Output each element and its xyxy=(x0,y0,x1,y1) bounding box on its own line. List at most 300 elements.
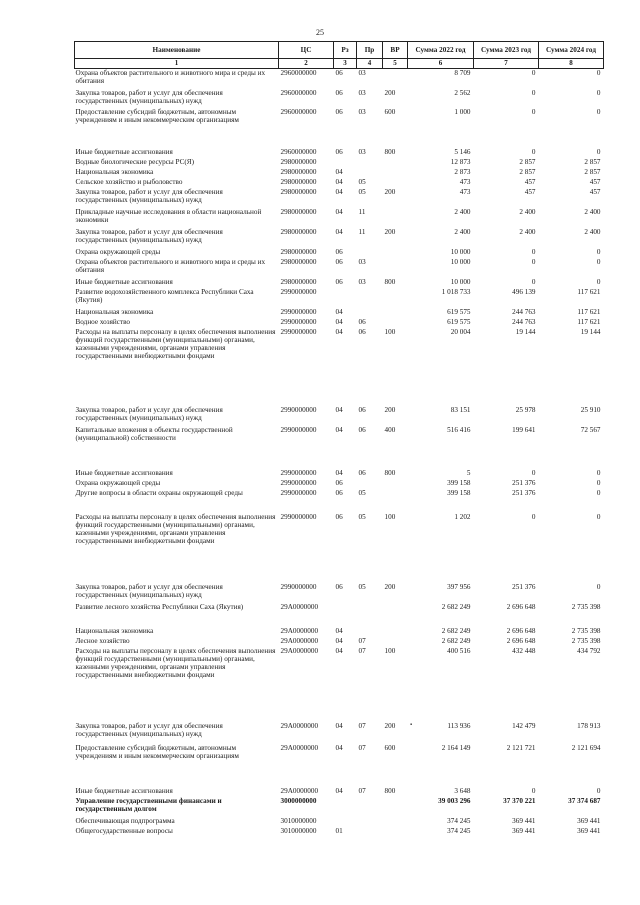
row-sum-2023: 251 376 xyxy=(512,478,536,487)
row-cs-code: 2990000000 xyxy=(280,478,317,487)
row-sum-2024: 2 735 398 xyxy=(571,636,601,645)
row-rz-code xyxy=(334,158,357,168)
row-pr-code: 03 xyxy=(358,257,366,266)
row-sum-2024: 0 xyxy=(596,88,601,97)
table-row xyxy=(75,208,604,228)
row-cs-code: 29A0000000 xyxy=(280,721,319,730)
row-rz-code: 06 xyxy=(335,582,343,591)
row-name: Управление государственными финансами и государственным долгом xyxy=(75,796,222,813)
row-vr-code xyxy=(383,603,408,627)
row-cs-code: 2960000000 xyxy=(280,88,317,97)
row-sum-2022: 1 202 xyxy=(454,512,471,521)
row-vr-code: 100 xyxy=(384,327,396,336)
row-cs-code: 2980000000 xyxy=(280,187,317,196)
row-rz-code: 06 xyxy=(335,277,343,286)
row-sum-2022: 399 158 xyxy=(447,478,471,487)
row-vr-code: 400 xyxy=(384,425,396,434)
row-sum-2023: 251 376 xyxy=(512,488,536,497)
row-rz-code: 04 xyxy=(335,626,343,635)
row-name: Общегосударственные вопросы xyxy=(75,826,173,835)
table-row xyxy=(75,426,604,469)
row-name: Водное хозяйство xyxy=(75,317,131,326)
row-sum-2023: 0 xyxy=(531,257,536,266)
row-pr-code: 05 xyxy=(358,582,366,591)
row-cs-code: 2980000000 xyxy=(280,247,317,256)
row-sum-2022: 8 709 xyxy=(454,69,471,77)
row-cs-code: 29A0000000 xyxy=(280,743,319,752)
row-sum-2024: 0 xyxy=(596,512,601,521)
row-vr-code: 200 xyxy=(384,582,396,591)
table-header-row xyxy=(75,42,604,59)
header-pr: Пр xyxy=(357,42,383,59)
row-name: Охрана окружающей среды xyxy=(75,247,161,256)
row-sum-2023: 244 763 xyxy=(512,307,536,316)
row-sum-2024: 0 xyxy=(596,247,601,256)
row-name: Иные бюджетные ассигнования xyxy=(75,277,173,286)
row-vr-code xyxy=(383,208,408,228)
row-sum-2023: 0 xyxy=(531,147,536,156)
row-name: Расходы на выплаты персоналу в целях обеспечения выполнения функций государственными (муниципальными) органами, казенными учреждениями, органами управления государственными внебюджетными фондами xyxy=(75,646,276,679)
row-pr-code: 03 xyxy=(358,107,366,116)
row-pr-code: 11 xyxy=(358,207,366,216)
table-row xyxy=(75,69,604,89)
row-rz-code: 06 xyxy=(335,488,343,497)
table-row xyxy=(75,817,604,827)
row-pr-code: 07 xyxy=(358,786,366,795)
row-name: Развитие водохозяйственного комплекса Республики Саха (Якутия) xyxy=(75,287,254,304)
row-rz-code: 04 xyxy=(335,646,343,655)
row-sum-2022: 400 516 xyxy=(447,646,471,655)
table-row xyxy=(75,288,604,308)
row-sum-2024: 2 735 398 xyxy=(571,626,601,635)
row-cs-code: 2960000000 xyxy=(280,107,317,116)
row-name: Закупка товаров, работ и услуг для обеспечения государственных (муниципальных) нужд xyxy=(75,405,223,422)
row-sum-2022: 1 018 733 xyxy=(441,287,471,296)
index-cell: 4 xyxy=(357,59,383,69)
row-cs-code: 2990000000 xyxy=(280,405,317,414)
row-rz-code: 04 xyxy=(335,468,343,477)
row-cs-code: 2990000000 xyxy=(280,468,317,477)
row-name: Сельское хозяйство и рыболовство xyxy=(75,177,183,186)
row-rz-code: 04 xyxy=(335,207,343,216)
scan-speck: ▪ xyxy=(410,722,413,728)
row-sum-2024: 25 910 xyxy=(580,405,601,414)
row-name: Другие вопросы в области охраны окружающей среды xyxy=(75,488,243,497)
row-name: Охрана объектов растительного и животного мира и среды их обитания xyxy=(75,69,266,86)
row-vr-code: 200 xyxy=(384,187,396,196)
row-cs-code: 3010000000 xyxy=(280,816,317,825)
row-sum-2024: 2 121 694 xyxy=(571,743,601,752)
row-vr-code: 800 xyxy=(384,277,396,286)
table-row xyxy=(75,406,604,426)
row-sum-2024: 2 735 398 xyxy=(571,602,601,611)
table-row xyxy=(75,188,604,208)
row-vr-code xyxy=(383,288,408,308)
row-vr-code xyxy=(383,158,408,168)
header-rz: Рз xyxy=(334,42,357,59)
row-pr-code xyxy=(357,479,383,489)
row-sum-2023: 0 xyxy=(531,786,536,795)
row-rz-code: 04 xyxy=(335,405,343,414)
row-pr-code xyxy=(357,817,383,827)
header-sum-2024: Сумма 2024 год xyxy=(539,42,604,59)
row-name: Закупка товаров, работ и услуг для обеспечения государственных (муниципальных) нужд xyxy=(75,88,223,105)
row-sum-2022: 2 682 249 xyxy=(441,602,471,611)
row-sum-2022: 619 575 xyxy=(447,307,471,316)
row-sum-2023: 369 441 xyxy=(512,826,536,835)
table-row xyxy=(75,647,604,722)
row-sum-2022: 619 575 xyxy=(447,317,471,326)
row-name: Капитальные вложения в объекты государственной (муниципальной) собственности xyxy=(75,425,233,442)
header-sum-2023: Сумма 2023 год xyxy=(474,42,539,59)
row-sum-2024: 0 xyxy=(596,468,601,477)
row-sum-2023: 369 441 xyxy=(512,816,536,825)
row-cs-code: 2980000000 xyxy=(280,207,317,216)
row-name: Национальная экономика xyxy=(75,307,154,316)
table-row xyxy=(75,513,604,583)
row-vr-code xyxy=(383,797,408,817)
row-rz-code: 06 xyxy=(335,478,343,487)
row-vr-code xyxy=(383,479,408,489)
row-name: Прикладные научные исследования в области национальной экономики xyxy=(75,207,262,224)
row-name: Предоставление субсидий бюджетным, автономным учреждениям и иным некоммерческим организациям xyxy=(75,743,239,760)
row-rz-code xyxy=(334,797,357,817)
table-row xyxy=(75,178,604,188)
row-pr-code xyxy=(357,168,383,178)
row-name: Закупка товаров, работ и услуг для обеспечения государственных (муниципальных) нужд xyxy=(75,721,223,738)
row-sum-2024: 37 374 687 xyxy=(568,796,601,805)
row-sum-2023: 432 448 xyxy=(512,646,536,655)
row-rz-code xyxy=(334,288,357,308)
row-pr-code: 05 xyxy=(358,187,366,196)
row-sum-2024: 457 xyxy=(589,177,601,186)
row-sum-2024: 19 144 xyxy=(580,327,601,336)
table-row xyxy=(75,583,604,603)
row-sum-2022: 2 400 xyxy=(454,227,471,236)
row-sum-2024: 2 400 xyxy=(584,207,601,216)
table-row xyxy=(75,258,604,278)
table-row xyxy=(75,228,604,248)
row-cs-code: 2980000000 xyxy=(280,167,317,176)
row-name: Лесное хозяйство xyxy=(75,636,130,645)
table-row xyxy=(75,278,604,288)
row-vr-code: 100 xyxy=(384,512,396,521)
row-sum-2023: 2 121 721 xyxy=(506,743,536,752)
row-vr-code xyxy=(383,308,408,318)
row-name: Расходы на выплаты персоналу в целях обеспечения выполнения функций государственными (муниципальными) органами, казенными учреждениями, органами управления государственными внебюджетными фондами xyxy=(75,512,276,545)
row-sum-2022: 3 648 xyxy=(454,786,471,795)
index-cell: 6 xyxy=(408,59,474,69)
row-pr-code: 03 xyxy=(358,147,366,156)
row-cs-code: 2980000000 xyxy=(280,177,317,186)
row-pr-code xyxy=(357,627,383,637)
row-sum-2022: 2 873 xyxy=(454,167,471,176)
row-cs-code: 2980000000 xyxy=(280,277,317,286)
row-sum-2023: 2 696 648 xyxy=(506,602,536,611)
row-vr-code: 600 xyxy=(384,743,396,752)
row-sum-2022: 1 000 xyxy=(454,107,471,116)
table-row xyxy=(75,603,604,627)
row-rz-code: 06 xyxy=(335,88,343,97)
row-rz-code: 04 xyxy=(335,307,343,316)
row-pr-code: 06 xyxy=(358,327,366,336)
header-name: Наименование xyxy=(75,42,279,59)
row-name: Национальная экономика xyxy=(75,167,154,176)
row-sum-2024: 369 441 xyxy=(577,826,601,835)
row-pr-code: 07 xyxy=(358,636,366,645)
row-cs-code: 2990000000 xyxy=(280,287,317,296)
row-sum-2023: 457 xyxy=(524,187,536,196)
row-cs-code: 2960000000 xyxy=(280,147,317,156)
row-sum-2023: 457 xyxy=(524,177,536,186)
row-pr-code: 06 xyxy=(358,317,366,326)
table-row xyxy=(75,744,604,787)
row-sum-2023: 2 400 xyxy=(519,207,536,216)
row-pr-code: 05 xyxy=(358,512,366,521)
row-cs-code: 3000000000 xyxy=(280,796,317,805)
row-name: Иные бюджетные ассигнования xyxy=(75,147,173,156)
row-name: Расходы на выплаты персоналу в целях обеспечения выполнения функций государственными (муниципальными) органами, казенными учреждениями, органами управления государственными внебюджетными фондами xyxy=(75,327,276,360)
row-sum-2022: 20 004 xyxy=(450,327,471,336)
row-rz-code: 04 xyxy=(335,227,343,236)
row-sum-2023: 2 696 648 xyxy=(506,636,536,645)
row-vr-code xyxy=(383,637,408,647)
row-sum-2023: 0 xyxy=(531,512,536,521)
row-vr-code: 200 xyxy=(384,88,396,97)
row-pr-code: 03 xyxy=(358,69,366,77)
row-pr-code xyxy=(357,158,383,168)
row-cs-code: 2960000000 xyxy=(280,69,317,77)
row-sum-2023: 0 xyxy=(531,107,536,116)
row-sum-2024: 0 xyxy=(596,107,601,116)
row-sum-2024: 0 xyxy=(596,488,601,497)
table-row xyxy=(75,637,604,647)
row-sum-2023: 2 857 xyxy=(519,167,536,176)
row-sum-2024: 0 xyxy=(596,257,601,266)
index-cell: 5 xyxy=(383,59,408,69)
row-sum-2024: 457 xyxy=(589,187,601,196)
row-sum-2024: 178 913 xyxy=(577,721,601,730)
row-sum-2024: 369 441 xyxy=(577,816,601,825)
row-vr-code: 100 xyxy=(384,646,396,655)
row-sum-2024: 2 857 xyxy=(584,157,601,166)
row-vr-code xyxy=(383,318,408,328)
row-pr-code xyxy=(357,248,383,258)
row-pr-code xyxy=(357,827,383,837)
row-sum-2022: 374 245 xyxy=(447,816,471,825)
row-sum-2023: 496 139 xyxy=(512,287,536,296)
row-rz-code: 06 xyxy=(335,69,343,77)
row-sum-2023: 25 978 xyxy=(515,405,536,414)
row-pr-code: 06 xyxy=(358,425,366,434)
row-pr-code xyxy=(357,308,383,318)
row-sum-2023: 37 370 221 xyxy=(503,796,536,805)
row-rz-code: 04 xyxy=(335,317,343,326)
row-cs-code: 2980000000 xyxy=(280,157,317,166)
row-vr-code: 200 xyxy=(384,721,396,730)
row-vr-code: 600 xyxy=(384,107,396,116)
row-sum-2024: 0 xyxy=(596,786,601,795)
row-rz-code: 06 xyxy=(335,512,343,521)
row-cs-code: 2990000000 xyxy=(280,317,317,326)
row-sum-2024: 117 621 xyxy=(577,307,601,316)
row-sum-2022: 39 003 296 xyxy=(438,796,471,805)
row-sum-2024: 2 857 xyxy=(584,167,601,176)
row-vr-code xyxy=(383,489,408,513)
row-sum-2022: 12 873 xyxy=(450,157,471,166)
table-row xyxy=(75,489,604,513)
row-cs-code: 29A0000000 xyxy=(280,786,319,795)
row-rz-code: 04 xyxy=(335,167,343,176)
index-cell: 2 xyxy=(279,59,334,69)
index-cell: 7 xyxy=(474,59,539,69)
row-sum-2022: 516 416 xyxy=(447,425,471,434)
table-row xyxy=(75,108,604,148)
table-row xyxy=(75,248,604,258)
row-vr-code xyxy=(383,827,408,837)
row-sum-2024: 72 567 xyxy=(580,425,601,434)
row-vr-code xyxy=(383,168,408,178)
row-cs-code: 29A0000000 xyxy=(280,636,319,645)
row-sum-2023: 2 857 xyxy=(519,157,536,166)
row-rz-code xyxy=(334,603,357,627)
row-name: Национальная экономика xyxy=(75,626,154,635)
row-pr-code: 06 xyxy=(358,405,366,414)
row-sum-2022: 473 xyxy=(459,177,471,186)
row-vr-code: 800 xyxy=(384,468,396,477)
row-cs-code: 2980000000 xyxy=(280,227,317,236)
row-sum-2023: 0 xyxy=(531,69,536,77)
row-sum-2022: 10 000 xyxy=(450,277,471,286)
row-sum-2023: 19 144 xyxy=(515,327,536,336)
row-rz-code: 04 xyxy=(335,425,343,434)
row-sum-2022: 5 146 xyxy=(454,147,471,156)
row-pr-code: 05 xyxy=(358,177,366,186)
table-row xyxy=(75,627,604,637)
row-name: Закупка товаров, работ и услуг для обеспечения государственных (муниципальных) нужд xyxy=(75,227,223,244)
row-sum-2024: 0 xyxy=(596,147,601,156)
row-sum-2023: 2 696 648 xyxy=(506,626,536,635)
table-row xyxy=(75,797,604,817)
budget-table xyxy=(74,41,604,837)
row-pr-code xyxy=(357,288,383,308)
row-cs-code: 2980000000 xyxy=(280,257,317,266)
row-vr-code: 800 xyxy=(384,786,396,795)
row-rz-code: 06 xyxy=(335,107,343,116)
row-sum-2023: 251 376 xyxy=(512,582,536,591)
row-vr-code xyxy=(383,258,408,278)
row-pr-code: 07 xyxy=(358,721,366,730)
table-row xyxy=(75,168,604,178)
row-sum-2024: 0 xyxy=(596,277,601,286)
row-rz-code: 04 xyxy=(335,636,343,645)
header-vr: ВР xyxy=(383,42,408,59)
row-cs-code: 2990000000 xyxy=(280,327,317,336)
row-sum-2022: 2 682 249 xyxy=(441,636,471,645)
page-number: 25 xyxy=(316,28,324,37)
row-vr-code xyxy=(383,69,408,89)
row-rz-code: 04 xyxy=(335,743,343,752)
row-rz-code: 06 xyxy=(335,147,343,156)
row-sum-2023: 244 763 xyxy=(512,317,536,326)
row-cs-code: 29A0000000 xyxy=(280,626,319,635)
row-cs-code: 2990000000 xyxy=(280,307,317,316)
row-name: Закупка товаров, работ и услуг для обеспечения государственных (муниципальных) нужд xyxy=(75,582,223,599)
row-sum-2023: 0 xyxy=(531,88,536,97)
row-pr-code: 11 xyxy=(358,227,366,236)
row-sum-2023: 0 xyxy=(531,247,536,256)
row-rz-code: 06 xyxy=(335,257,343,266)
row-rz-code: 04 xyxy=(335,187,343,196)
row-sum-2022: 2 682 249 xyxy=(441,626,471,635)
row-sum-2022: 5 xyxy=(466,468,471,477)
table-row xyxy=(75,318,604,328)
row-pr-code: 05 xyxy=(358,488,366,497)
table-row xyxy=(75,148,604,158)
row-pr-code: 07 xyxy=(358,646,366,655)
row-rz-code: 04 xyxy=(335,177,343,186)
row-vr-code xyxy=(383,248,408,258)
row-sum-2022: 397 956 xyxy=(447,582,471,591)
table-row xyxy=(75,469,604,479)
row-name: Обеспечивающая подпрограмма xyxy=(75,816,175,825)
row-name: Закупка товаров, работ и услуг для обеспечения государственных (муниципальных) нужд xyxy=(75,187,223,204)
table-row xyxy=(75,479,604,489)
row-rz-code: 04 xyxy=(335,721,343,730)
row-sum-2022: 399 158 xyxy=(447,488,471,497)
row-pr-code xyxy=(357,603,383,627)
row-sum-2022: 10 000 xyxy=(450,247,471,256)
row-sum-2022: 2 400 xyxy=(454,207,471,216)
row-cs-code: 2990000000 xyxy=(280,488,317,497)
table-row xyxy=(75,308,604,318)
header-cs: ЦС xyxy=(279,42,334,59)
row-sum-2022: 113 936 xyxy=(447,721,471,730)
row-pr-code: 03 xyxy=(358,88,366,97)
row-sum-2022: 473 xyxy=(459,187,471,196)
row-rz-code: 04 xyxy=(335,786,343,795)
row-name: Иные бюджетные ассигнования xyxy=(75,786,173,795)
row-sum-2022: 10 000 xyxy=(450,257,471,266)
row-rz-code: 06 xyxy=(335,247,343,256)
row-vr-code xyxy=(383,817,408,827)
row-sum-2024: 0 xyxy=(596,478,601,487)
header-sum-2022: Сумма 2022 год xyxy=(408,42,474,59)
table-row xyxy=(75,827,604,837)
table-row xyxy=(75,787,604,797)
row-name: Охрана окружающей среды xyxy=(75,478,161,487)
index-cell: 8 xyxy=(539,59,604,69)
row-cs-code: 2990000000 xyxy=(280,512,317,521)
row-sum-2024: 434 792 xyxy=(577,646,601,655)
row-name: Иные бюджетные ассигнования xyxy=(75,468,173,477)
row-sum-2023: 0 xyxy=(531,468,536,477)
table-row xyxy=(75,89,604,108)
row-vr-code xyxy=(383,627,408,637)
table-row xyxy=(75,328,604,406)
row-name: Охрана объектов растительного и животного мира и среды их обитания xyxy=(75,257,266,274)
row-name: Водные биологические ресурсы РС(Я) xyxy=(75,157,194,166)
index-cell: 1 xyxy=(75,59,279,69)
row-cs-code: 3010000000 xyxy=(280,826,317,835)
row-cs-code: 29A0000000 xyxy=(280,602,319,611)
row-sum-2022: 83 151 xyxy=(450,405,471,414)
row-sum-2023: 199 641 xyxy=(512,425,536,434)
row-rz-code: 04 xyxy=(335,327,343,336)
row-sum-2023: 2 400 xyxy=(519,227,536,236)
row-vr-code xyxy=(383,178,408,188)
row-cs-code: 2990000000 xyxy=(280,425,317,434)
